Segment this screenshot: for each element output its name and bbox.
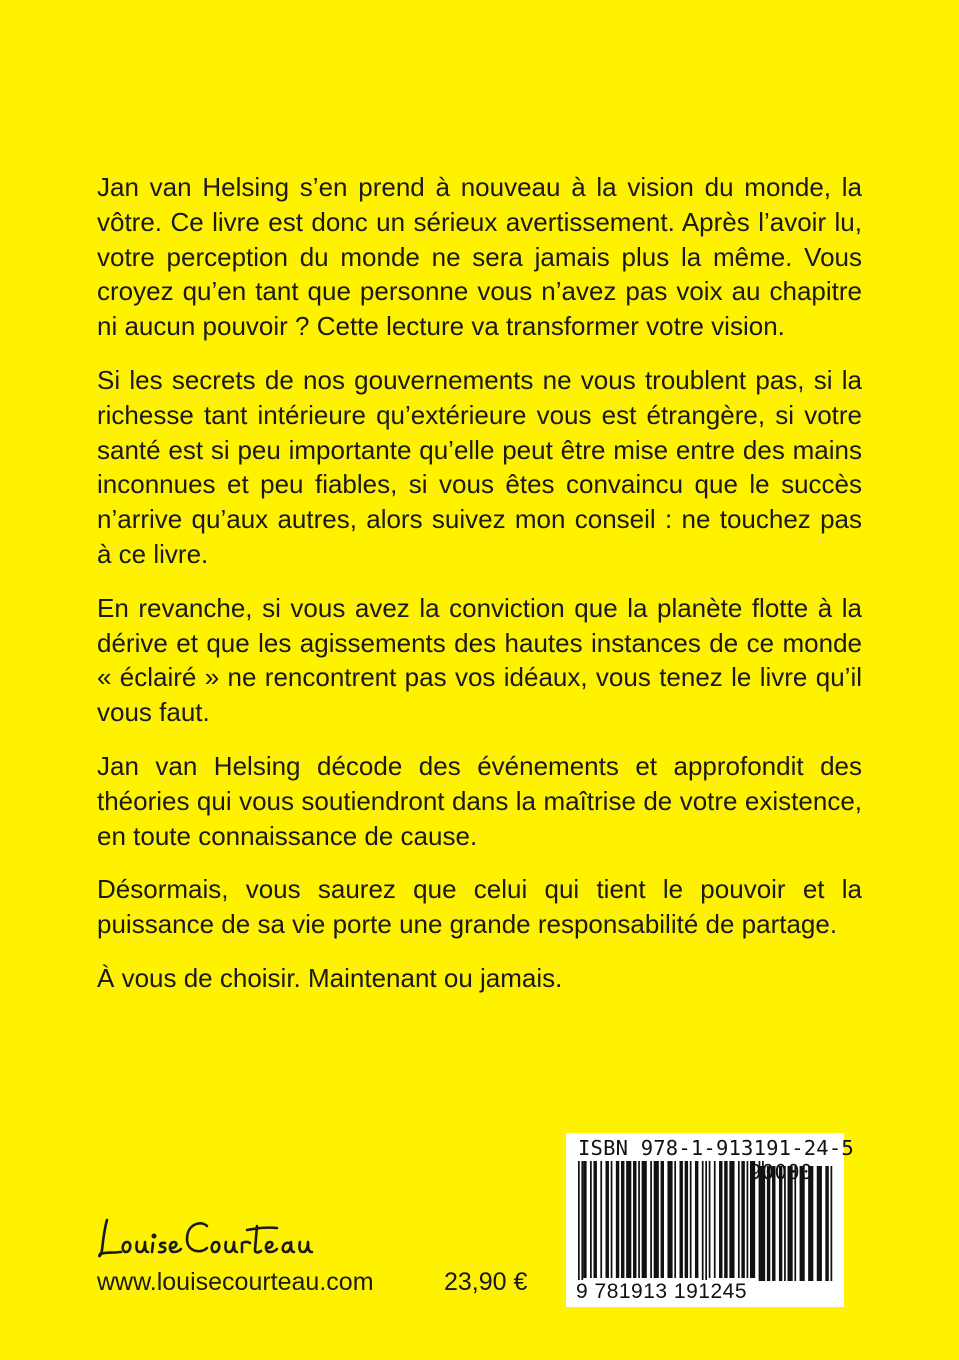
barcode-digits: 9 781913 191245 <box>576 1280 756 1304</box>
isbn-barcode <box>566 1133 854 1307</box>
publisher-logo <box>95 1212 340 1262</box>
publisher-website: www.louisecourteau.com <box>97 1268 374 1296</box>
isbn-label: ISBN 978-1-913191-24-5 <box>578 1136 854 1160</box>
paragraph-3: En revanche, si vous avez la conviction que la planète flotte à la dérive et que les agissements des hautes instances de ce monde « éclairé » ne rencontrent pas vos idéaux, vous tenez le livre qu’il vous faut. <box>97 592 862 728</box>
paragraph-1: Jan van Helsing s’en prend à nouveau à la vision du monde, la vôtre. Ce livre est donc un sérieux avertissement. Après l’avoir lu, votre perception du monde ne sera jamais plus la même. Vous croyez qu’en tant que personne vous n’avez pas voix au chapitre ni aucun pouvoir ? Cette lecture va transformer votre vision. <box>97 172 862 342</box>
paragraph-5: Désormais, vous saurez que celui qui tient le pouvoir et la puissance de sa vie porte une grande responsabilité de partage. <box>97 874 862 940</box>
paragraph-4: Jan van Helsing décode des événements et approfondit des théories qui vous soutiendront dans la maîtrise de votre existence, en toute connaissance de cause. <box>97 750 862 851</box>
paragraph-6: À vous de choisir. Maintenant ou jamais. <box>97 962 563 993</box>
price: 23,90 € <box>444 1268 528 1296</box>
paragraph-2: Si les secrets de nos gouvernements ne vous troublent pas, si la richesse tant intérieure qu’extérieure vous est étrangère, si votre santé est si peu importante qu’elle peut être mise entre des mains inconnues et peu fiables, si vous êtes convaincu que le succès n’arrive qu’aux autres, alors suivez mon conseil : ne touchez pas à ce livre. <box>97 364 862 569</box>
back-cover-text <box>97 170 862 1015</box>
publisher-logo-text <box>95 1262 96 1263</box>
barcode-bars <box>576 1161 836 1281</box>
